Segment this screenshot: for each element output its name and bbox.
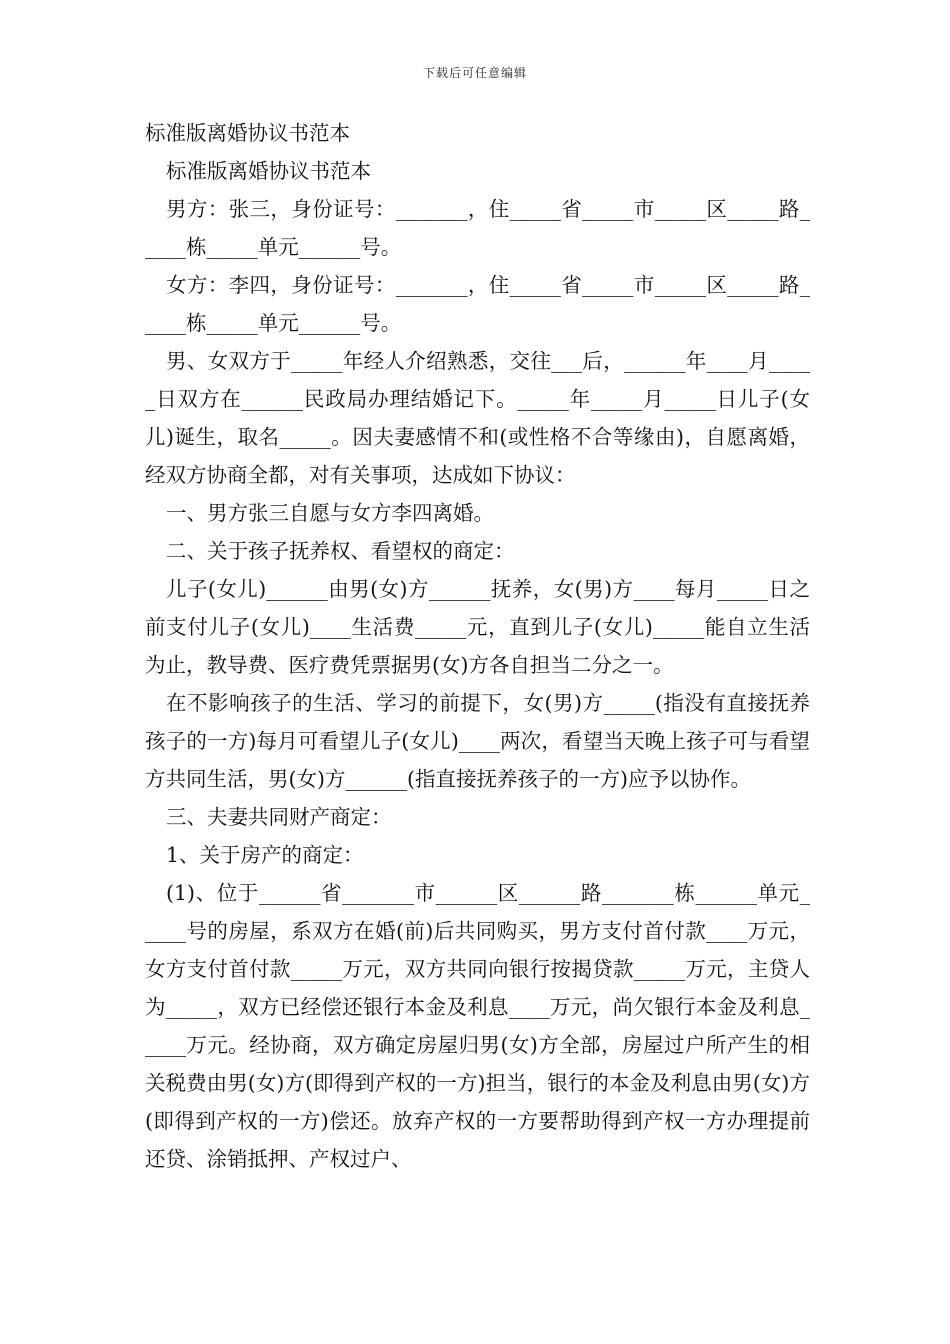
- female-party-paragraph: 女方：李四，身份证号：_______，住_____省_____市_____区_____路_____栋_____单元______号。: [145, 273, 810, 335]
- subtitle-paragraph: 标准版离婚协议书范本: [166, 159, 371, 183]
- background-paragraph: 男、女双方于_____年经人介绍熟悉，交往___后，______年____月_____日双方在______民政局办理结婚记下。_____年_____月_____日儿子(女儿)诞生，取名_____。因夫妻感情不和(或性格不合等缘由)，自愿离婚，经双方协商全都，对有关事项，达成如下协议：: [145, 349, 810, 487]
- custody-paragraph: 儿子(女儿)______由男(女)方______抚养，女(男)方____每月_____日之前支付儿子(女儿)____生活费_____元，直到儿子(女儿)_____能自立生活为止，教导费、医疗费凭票据男(女)方各自担当二分之一。: [145, 577, 810, 677]
- male-party-paragraph: 男方：张三，身份证号：_______，住_____省_____市_____区_____路_____栋_____单元______号。: [145, 197, 810, 259]
- clause-2-heading: 二、关于孩子抚养权、看望权的商定：: [166, 539, 515, 563]
- clause-1-paragraph: 一、男方张三自愿与女方李四离婚。: [166, 501, 494, 525]
- document-title: 标准版离婚协议书范本: [145, 121, 350, 145]
- house-paragraph: (1)、位于______省_______市______区______路_______栋______单元_____号的房屋，系双方在婚(前)后共同购买，男方支付首付款____万元，女方支付首付款_____万元，双方共同向银行按揭贷款_____万元，主贷人为_____，双方已经偿还银行本金及利息____万元，尚欠银行本金及利息_____万元。经协商，双方确定房屋归男(女)方全部，房屋过户所产生的相关税费由男(女)方(即得到产权的一方)担当，银行的本金及利息由男(女)方(即得到产权的一方)偿还。放弃产权的一方要帮助得到产权一方办理提前还贷、涂销抵押、产权过户、: [145, 881, 810, 1171]
- document-body: [145, 114, 810, 1178]
- visitation-paragraph: 在不影响孩子的生活、学习的前提下，女(男)方_____(指没有直接抚养孩子的一方)每月可看望儿子(女儿)____两次，看望当天晚上孩子可与看望方共同生活，男(女)方______(指直接抚养孩子的一方)应予以协作。: [145, 691, 810, 791]
- clause-3-heading: 三、夫妻共同财产商定：: [166, 805, 392, 829]
- header-note: 下载后可任意编辑: [422, 66, 527, 80]
- property-subheading: 1、关于房产的商定：: [166, 843, 364, 867]
